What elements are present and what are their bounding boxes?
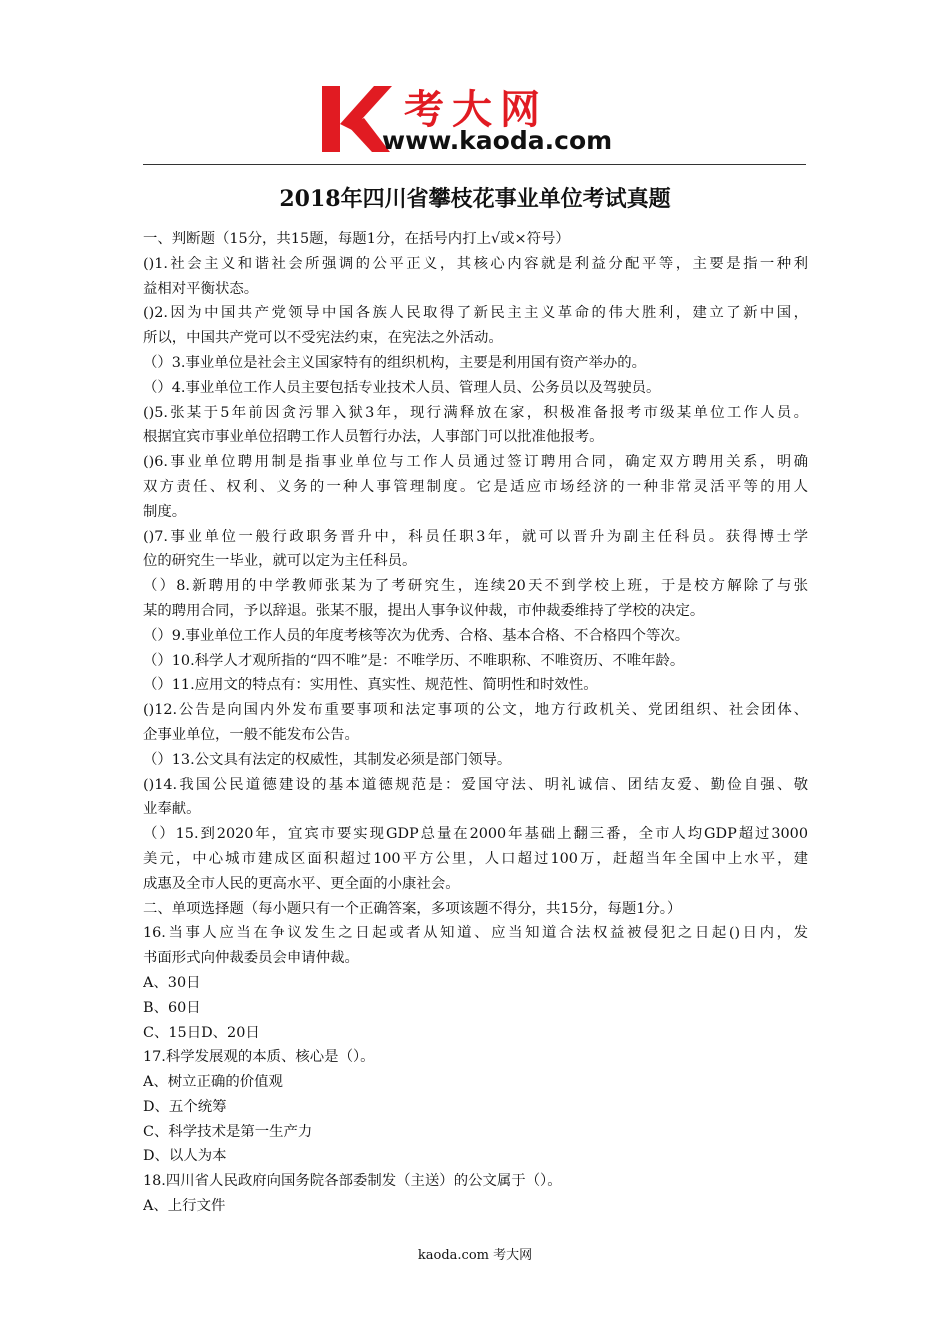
text-line: ()12.公告是向国内外发布重要事项和法定事项的公文，地方行政机关、党团组织、社会团体、 bbox=[143, 702, 808, 719]
text-line: （）3.事业单位是社会主义国家特有的组织机构，主要是利用国有资产举办的。 bbox=[143, 354, 647, 371]
text-line: ()2.因为中国共产党领导中国各族人民取得了新民主主义革命的伟大胜利，建立了新中国， bbox=[143, 305, 808, 322]
logo-k-icon bbox=[318, 82, 392, 156]
logo-url-text: www.kaoda.com bbox=[382, 126, 613, 155]
logo-brand-text: 考大网 bbox=[404, 87, 548, 133]
text-line: 制度。 bbox=[143, 503, 187, 520]
text-line: 根据宜宾市事业单位招聘工作人员暂行办法，人事部门可以批准他报考。 bbox=[143, 429, 604, 446]
text-line: （）8.新聘用的中学教师张某为了考研究生，连续20天不到学校上班，于是校方解除了与张 bbox=[143, 578, 808, 595]
text-line: ()14.我国公民道德建设的基本道德规范是：爱国守法、明礼诚信、团结友爱、勤俭自强、敬 bbox=[143, 776, 808, 793]
text-line: 18.四川省人民政府向国务院各部委制发（主送）的公文属于（）。 bbox=[143, 1173, 562, 1190]
text-line: （）15.到2020年，宜宾市要实现GDP总量在2000年基础上翻三番，全市人均GDP超过3000 bbox=[143, 826, 808, 843]
text-line: ()6.事业单位聘用制是指事业单位与工作人员通过签订聘用合同，确定双方聘用关系，明确 bbox=[143, 454, 808, 471]
text-line: 位的研究生一毕业，就可以定为主任科员。 bbox=[143, 553, 417, 570]
kaoda-logo bbox=[318, 82, 638, 160]
text-line: （）9.事业单位工作人员的年度考核等次为优秀、合格、基本合格、不合格四个等次。 bbox=[143, 627, 690, 644]
text-line: 书面形式向仲裁委员会申请仲裁。 bbox=[143, 950, 359, 967]
text-line: C、15日D、20日 bbox=[143, 1024, 260, 1041]
text-line: B、60日 bbox=[143, 999, 201, 1016]
text-line: 双方责任、权利、义务的一种人事管理制度。它是适应市场经济的一种非常灵活平等的用人 bbox=[143, 478, 808, 495]
header-divider bbox=[143, 164, 806, 165]
text-line: D、五个统筹 bbox=[143, 1098, 227, 1115]
text-line: 17.科学发展观的本质、核心是（）。 bbox=[143, 1049, 375, 1066]
document-body bbox=[143, 227, 808, 1219]
text-line: A、树立正确的价值观 bbox=[143, 1074, 283, 1091]
text-line: 成惠及全市人民的更高水平、更全面的小康社会。 bbox=[143, 875, 460, 892]
text-line: C、科学技术是第一生产力 bbox=[143, 1123, 313, 1140]
text-line: A、30日 bbox=[143, 974, 201, 991]
text-line: 一、判断题（15分，共15题，每题1分，在括号内打上√或×符号） bbox=[143, 231, 570, 247]
text-line: D、以人为本 bbox=[143, 1148, 227, 1165]
text-line: （）13.公文具有法定的权威性，其制发必须是部门领导。 bbox=[143, 751, 512, 768]
text-line: A、上行文件 bbox=[143, 1198, 226, 1215]
text-line: 某的聘用合同，予以辞退。张某不服，提出人事争议仲裁，市仲裁委维持了学校的决定。 bbox=[143, 602, 705, 619]
text-line: 16.当事人应当在争议发生之日起或者从知道、应当知道合法权益被侵犯之日起()日内，发 bbox=[143, 925, 808, 942]
page-footer: kaoda.com 考大网 bbox=[417, 1248, 533, 1263]
text-line: 美元，中心城市建成区面积超过100平方公里，人口超过100万，赶超当年全国中上水平，建 bbox=[143, 850, 808, 867]
text-line: （）10.科学人才观所指的“四不唯”是：不唯学历、不唯职称、不唯资历、不唯年龄。 bbox=[143, 652, 685, 669]
text-line: （）4.事业单位工作人员主要包括专业技术人员、管理人员、公务员以及驾驶员。 bbox=[143, 379, 661, 396]
text-line: 所以，中国共产党可以不受宪法约束，在宪法之外活动。 bbox=[143, 330, 503, 347]
text-line: 二、单项选择题（每小题只有一个正确答案，多项该题不得分，共15分，每题1分。） bbox=[143, 900, 682, 917]
text-line: ()7.事业单位一般行政职务晋升中，科员任职3年，就可以晋升为副主任科员。获得博士学 bbox=[143, 528, 808, 545]
document-title: 2018年四川省攀枝花事业单位考试真题 bbox=[279, 186, 671, 212]
text-line: ()5.张某于5年前因贪污罪入狱3年，现行满释放在家，积极准备报考市级某单位工作人员。 bbox=[143, 404, 808, 421]
text-line: （）11.应用文的特点有：实用性、真实性、规范性、简明性和时效性。 bbox=[143, 677, 598, 694]
text-line: 业奉献。 bbox=[143, 801, 201, 818]
text-line: 企事业单位，一般不能发布公告。 bbox=[143, 726, 359, 743]
text-line: ()1.社会主义和谐社会所强调的公平正义，其核心内容就是利益分配平等，主要是指一种利 bbox=[143, 255, 808, 272]
text-line: 益相对平衡状态。 bbox=[143, 280, 259, 297]
